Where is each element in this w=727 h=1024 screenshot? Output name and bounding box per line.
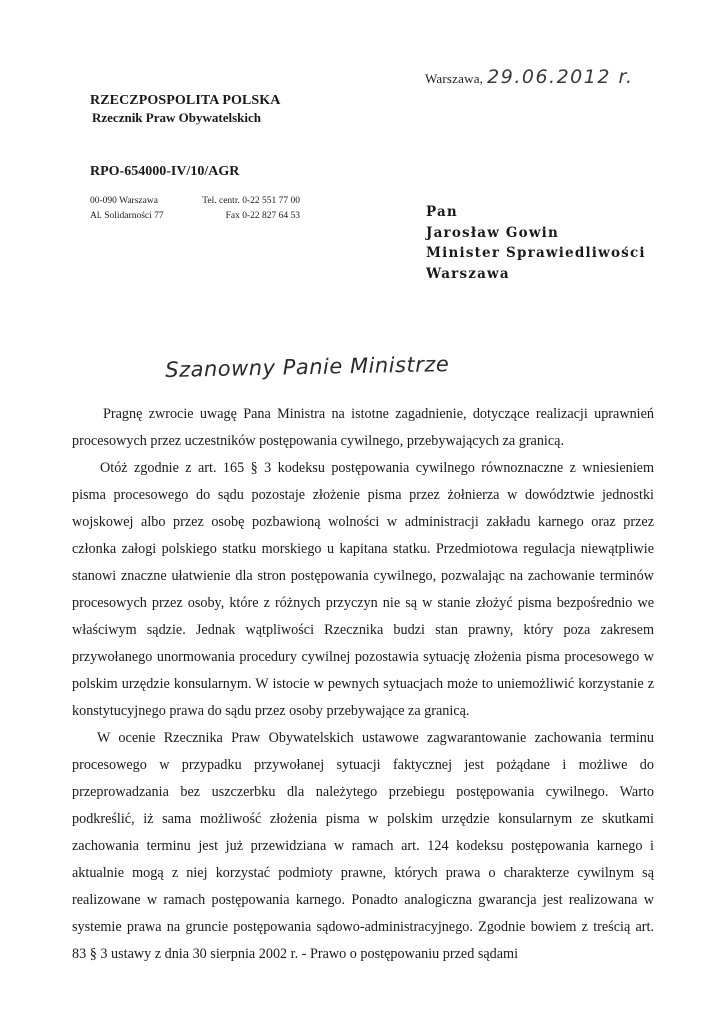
addressee-line-2: Jarosław Gowin	[426, 224, 560, 241]
body-paragraph-1: Pragnę zwrocie uwagę Pana Ministra na istotne zagadnienie, dotyczące realizacji uprawnień procesowych przez uczestników postępowania cywilnego, przebywających za granicą.	[72, 406, 654, 449]
body-paragraph-2: Otóż zgodnie z art. 165 § 3 kodeksu postępowania cywilnego równoznaczne z wniesieniem pisma procesowego do sądu pozostaje złożenie pisma przez żołnierza w dowództwie jednostki wojskowej albo przez osobę pozbawioną wolności w administracji zakładu karnego oraz przez członka załogi polskiego statku morskiego u kapitana statku. Przedmiotowa regulacja niewątpliwie stanowi znaczne ułatwienie dla stron postępowania cywilnego, pozwalając na zachowanie terminów procesowych przez osoby, które z różnych przyczyn nie są w stanie złożyć pisma bezpośrednio we właściwym sądzie. Jednak wątpliwości Rzecznika budzi stan prawny, który poza zakresem przywołanego unormowania procedury cywilnej pozostawia sytuację złożenia pisma procesowego w polskim urzędzie konsularnym. W istocie w pewnych sytuacjach może to uniemożliwić korzystanie z konstytucyjnego prawa do sądu przez osoby przebywające za granicą.	[72, 460, 654, 719]
reference-number: RPO-654000-IV/10/AGR	[90, 164, 240, 179]
sender-office: Rzecznik Praw Obywatelskich	[92, 110, 261, 125]
body-paragraph-3: W ocenie Rzecznika Praw Obywatelskich ustawowe zagwarantowanie zachowania terminu procesowego w przypadku przywołanej sytuacji faktycznej jest pożądane i możliwe do przeprowadzania bez uszczerbku dla należytego przebiegu postępowania cywilnego. Warto podkreślić, iż sama możliwość złożenia pisma w polskim urzędzie konsularnym ze skutkami zachowania terminu jest już przewidziana w ramach art. 124 kodeksu postępowania karnego i aktualnie mogą z niej korzystać podmioty prawne, których prawa o charakterze cywilnym są realizowane w ramach postępowania karnego. Ponadto analogiczna gwarancja jest realizowana w systemie prawa na gruncie postępowania sądowo-administracyjnego. Zgodnie bowiem z treścią art. 83 § 3 ustawy z dnia 30 sierpnia 2002 r. - Prawo o postępowaniu przed sądami	[72, 730, 654, 962]
addressee-line-3: Minister Sprawiedliwości	[426, 245, 646, 261]
sender-organization: RZECZPOSPOLITA POLSKA	[90, 93, 281, 108]
phone-number: Tel. centr. 0-22 551 77 00	[202, 196, 300, 206]
letter-body	[72, 401, 654, 968]
address-line-2: Al. Solidarności 77	[90, 211, 164, 221]
addressee-block	[426, 202, 646, 284]
addressee-line-4: Warszawa	[426, 265, 510, 282]
place-label: Warszawa,	[425, 71, 484, 86]
place-and-date	[425, 66, 634, 88]
addressee-line-1: Pan	[426, 204, 458, 220]
sender-contact	[90, 194, 300, 224]
handwritten-date: 29.06.2012 r.	[487, 66, 634, 88]
fax-number: Fax 0-22 827 64 53	[225, 211, 300, 221]
address-line-1: 00-090 Warszawa	[90, 196, 158, 206]
sender-block	[90, 92, 281, 126]
handwritten-salutation: Szanowny Panie Ministrze	[165, 352, 450, 382]
